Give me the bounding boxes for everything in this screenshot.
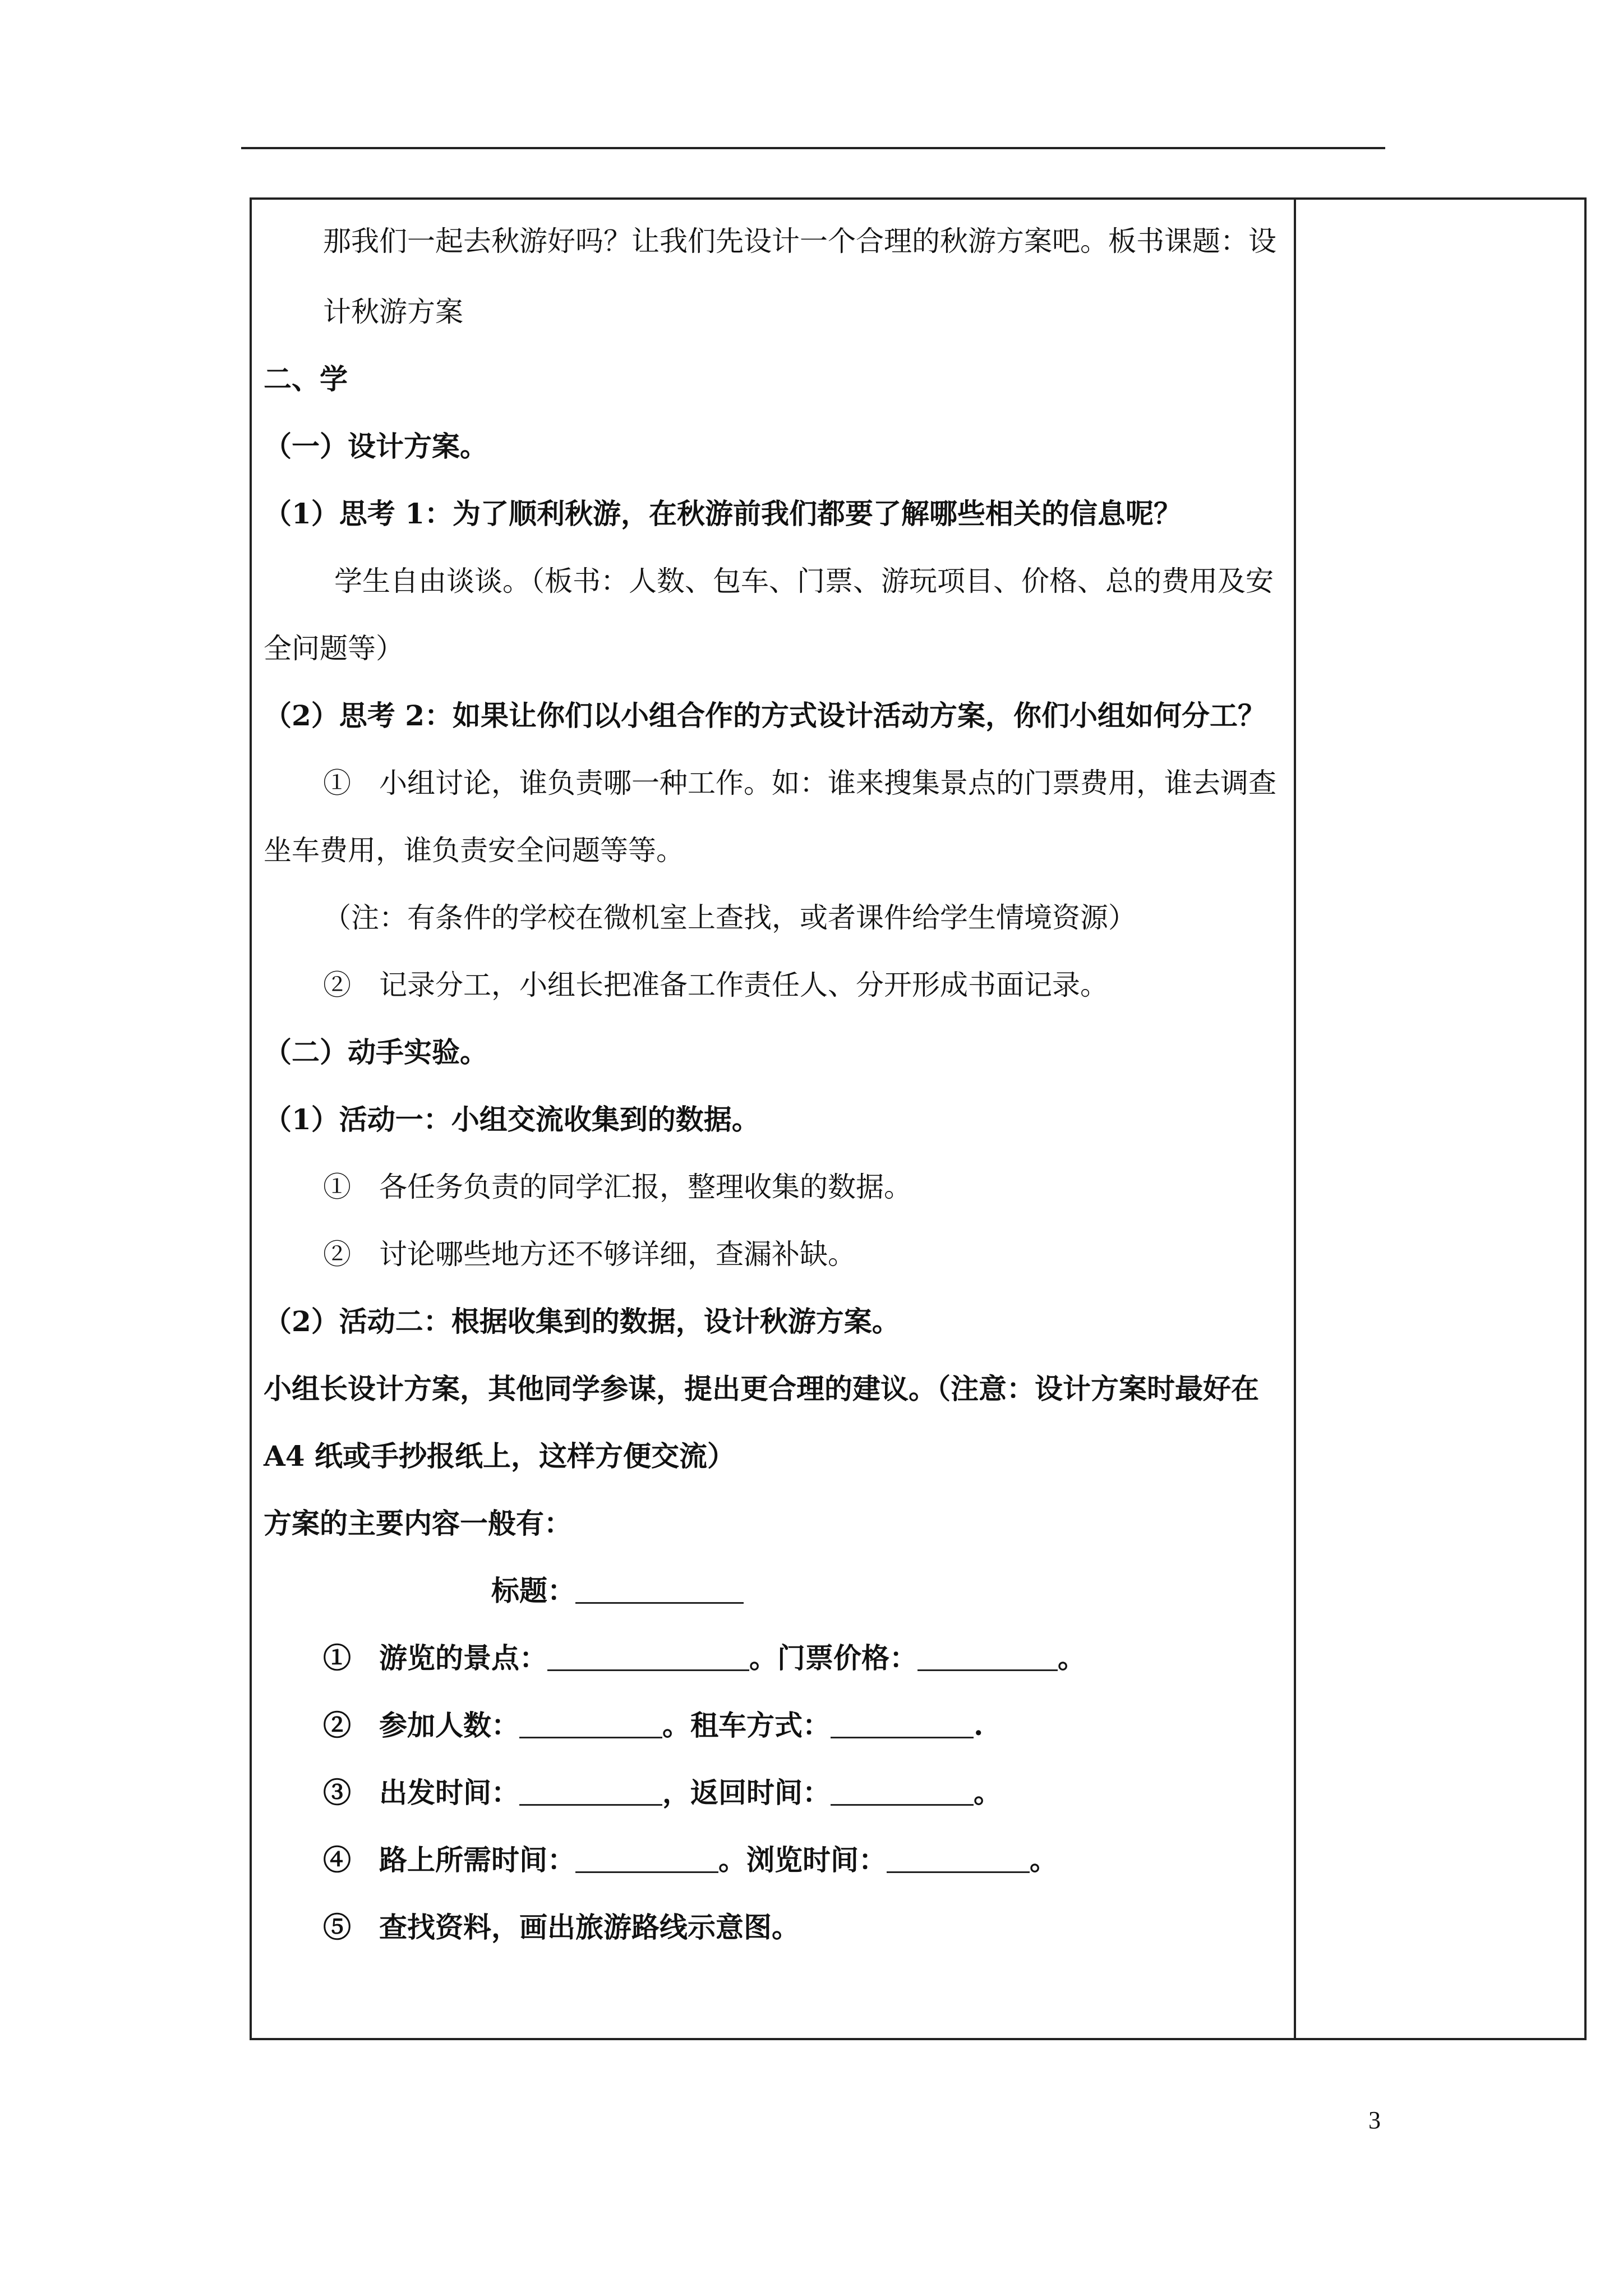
item2-end: . [974, 1709, 984, 1742]
form-row-5: ⑤ 查找资料，画出旅游路线示意图。 [323, 1911, 800, 1944]
think-1 [264, 497, 1182, 531]
activity-1: （1）活动一：小组交流收集到的数据。 [264, 1103, 760, 1136]
header-rule [241, 147, 1385, 149]
activity-2: （2）活动二：根据收集到的数据，设计秋游方案。 [264, 1305, 900, 1338]
text-line-19: A4 纸或手抄报纸上，这样方便交流） [264, 1439, 735, 1473]
subheading-experiment: （二）动手实验。 [264, 1036, 488, 1069]
subheading-design-plan: （一）设计方案。 [264, 430, 488, 463]
section-heading-learn: 二、学 [264, 362, 348, 395]
rental-method-blank[interactable] [831, 1712, 974, 1738]
text-line-7: 全问题等） [264, 632, 404, 665]
ticket-price-blank[interactable] [917, 1645, 1058, 1671]
form-row-2 [323, 1709, 983, 1742]
page-number: 3 [1368, 2106, 1381, 2134]
text-line-6: 学生自由谈谈。（板书：人数、包车、门票、游玩项目、价格、总的费用及安 [334, 565, 1274, 597]
form-row-3 [323, 1776, 1002, 1810]
item3-end: 。 [974, 1776, 1002, 1809]
item1-sep: 。门票价格： [749, 1641, 917, 1674]
item2-sep: 。租车方式： [662, 1709, 831, 1742]
form-title-row [491, 1574, 744, 1608]
text-line-1: 那我们一起去秋游好吗？让我们先设计一个合理的秋游方案吧。板书课题：设 [323, 225, 1276, 257]
text-line-16: ② 讨论哪些地方还不够详细，查漏补缺。 [323, 1238, 856, 1271]
item2-label: ② 参加人数： [323, 1709, 519, 1742]
scenic-spot-blank[interactable] [547, 1645, 749, 1671]
form-row-1 [323, 1641, 1086, 1675]
item4-end: 。 [1030, 1843, 1058, 1876]
text-line-2: 计秋游方案 [323, 296, 463, 328]
item1-end: 。 [1058, 1641, 1086, 1674]
visit-time-blank[interactable] [887, 1847, 1030, 1873]
item3-sep: ，返回时间： [662, 1776, 831, 1809]
travel-time-blank[interactable] [575, 1847, 718, 1873]
item1-label: ① 游览的景点： [323, 1641, 547, 1674]
think-1-text: （1）思考 1：为了顺利秋游，在秋游前我们都要了解哪些相关的信息呢？ [264, 497, 1182, 530]
participants-blank[interactable] [519, 1712, 662, 1738]
departure-time-blank[interactable] [519, 1779, 662, 1806]
text-line-11: （注：有条件的学校在微机室上查找，或者课件给学生情境资源） [323, 901, 1136, 934]
item4-label: ④ 路上所需时间： [323, 1843, 575, 1876]
text-line-20: 方案的主要内容一般有： [264, 1507, 572, 1540]
text-line-12: ② 记录分工，小组长把准备工作责任人、分开形成书面记录。 [323, 969, 1108, 1001]
text-line-10: 坐车费用，谁负责安全问题等等。 [264, 834, 684, 867]
text-line-18: 小组长设计方案，其他同学参谋，提出更合理的建议。（注意：设计方案时最好在 [264, 1372, 1259, 1405]
form-title-label: 标题： [491, 1574, 575, 1607]
text-line-9: ① 小组讨论，谁负责哪一种工作。如：谁来搜集景点的门票费用，谁去调查 [323, 767, 1276, 799]
title-blank[interactable] [575, 1577, 744, 1604]
item3-label: ③ 出发时间： [323, 1776, 519, 1809]
return-time-blank[interactable] [831, 1779, 974, 1806]
text-line-15: ① 各任务负责的同学汇报，整理收集的数据。 [323, 1171, 912, 1203]
table-column-divider [1294, 197, 1296, 2040]
think-2: （2）思考 2：如果让你们以小组合作的方式设计活动方案，你们小组如何分工？ [264, 699, 1266, 732]
form-row-4 [323, 1843, 1058, 1877]
item4-sep: 。浏览时间： [718, 1843, 887, 1876]
